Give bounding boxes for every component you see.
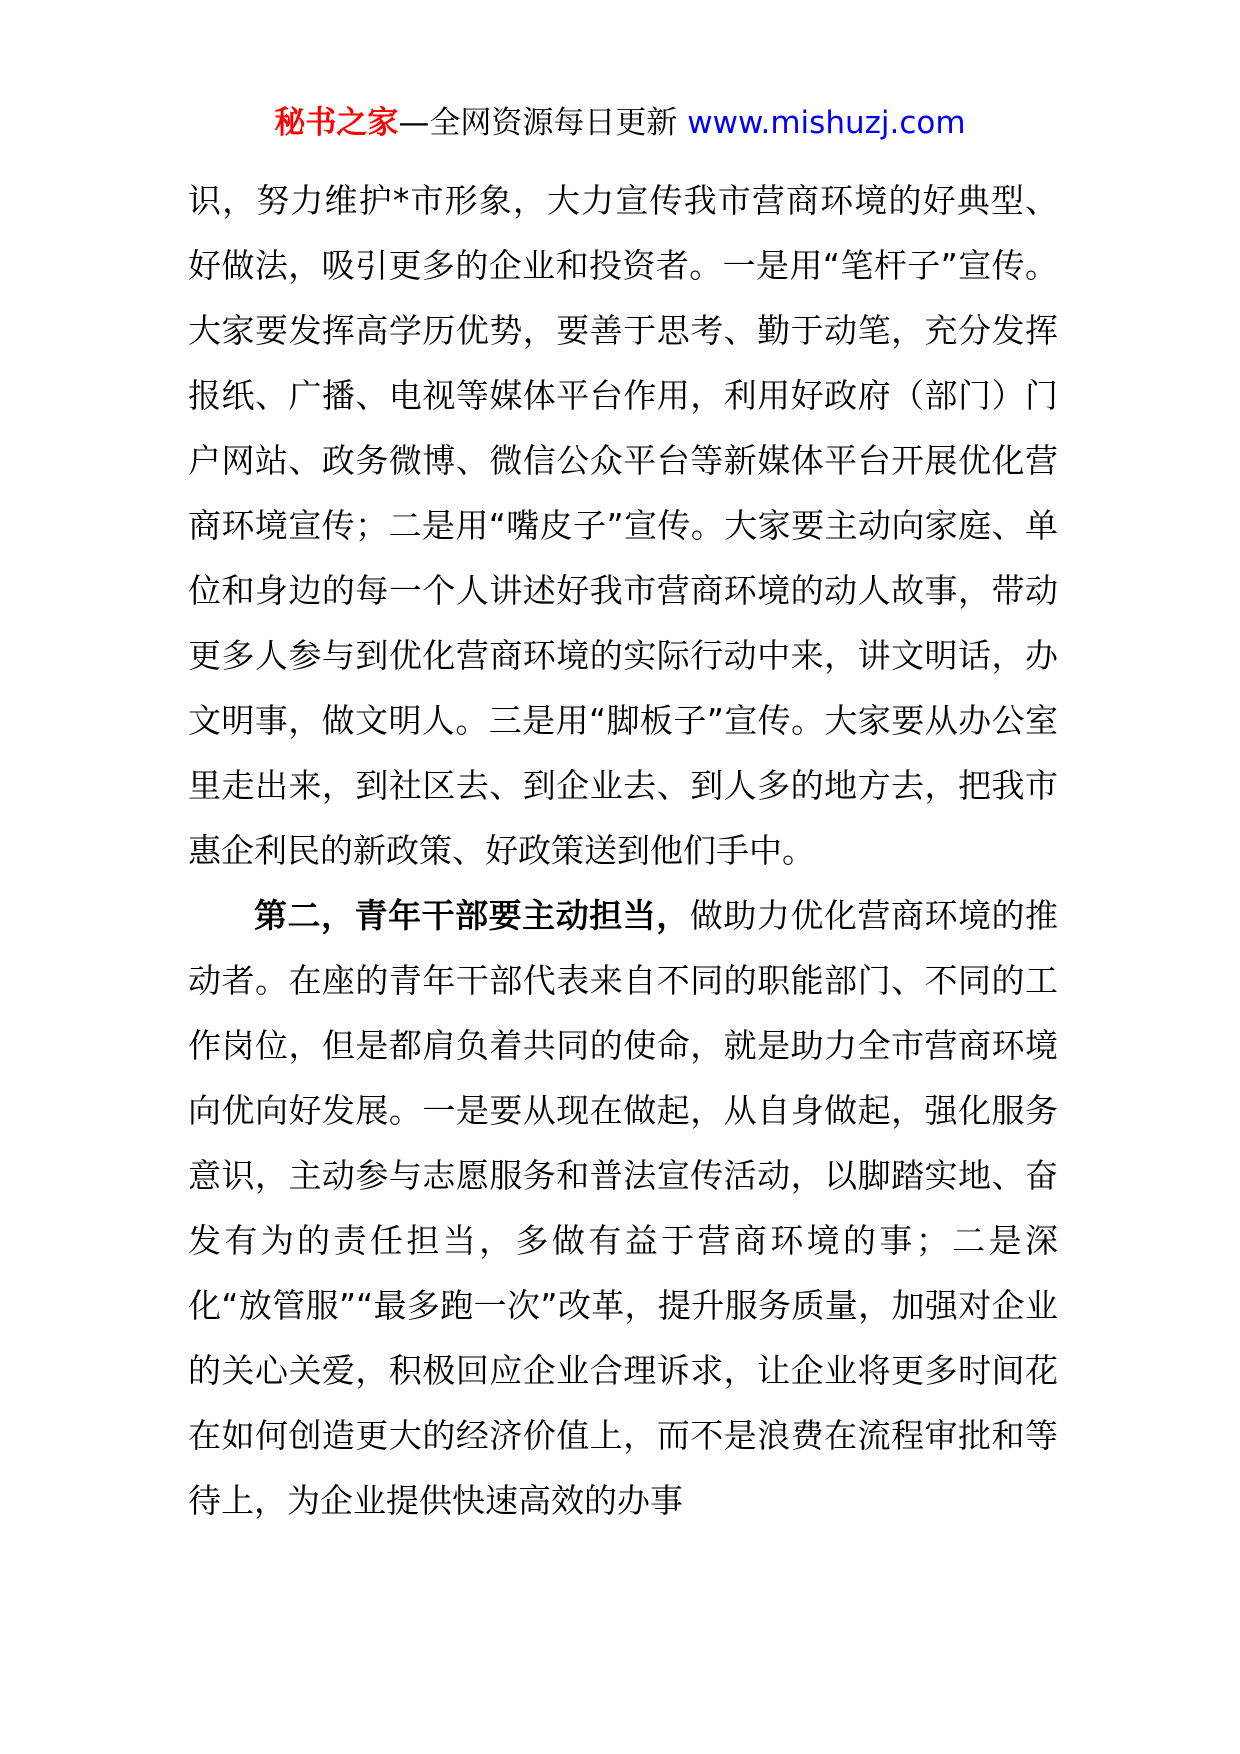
header-tagline: —全网资源每日更新 <box>398 105 678 141</box>
site-url-link[interactable]: www.mishuzj.com <box>687 105 966 141</box>
brand-name: 秘书之家 <box>274 105 399 141</box>
body-text <box>188 168 1058 1533</box>
paragraph: 识，努力维护*市形象，大力宣传我市营商环境的好典型、好做法，吸引更多的企业和投资者。一是用“笔杆子”宣传。大家要发挥高学历优势，要善于思考、勤于动笔，充分发挥报纸、广播、电视等媒体平台作用，利用好政府（部门）门户网站、政务微博、微信公众平台等新媒体平台开展优化营商环境宣传；二是用“嘴皮子”宣传。大家要主动向家庭、单位和身边的每一个人讲述好我市营商环境的动人故事，带动更多人参与到优化营商环境的实际行动中来，讲文明话，办文明事，做文明人。三是用“脚板子”宣传。大家要从办公室里走出来，到社区去、到企业去、到人多的地方去，把我市惠企利民的新政策、好政策送到他们手中。 <box>188 181 1058 870</box>
paragraph-text: 做助力优化营商环境的推动者。在座的青年干部代表来自不同的职能部门、不同的工作岗位，但是都肩负着共同的使命，就是助力全市营商环境向优向好发展。一是要从现在做起，从自身做起，强化服务意识，主动参与志愿服务和普法宣传活动，以脚踏实地、奋发有为的责任担当，多做有益于营商环境的事；二是深化“放管服”“最多跑一次”改革，提升服务质量，加强对企业的关心关爱，积极回应企业合理诉求，让企业将更多时间花在如何创造更大的经济价值上，而不是浪费在流程审批和等待上，为企业提供快速高效的办事 <box>188 896 1059 1520</box>
paragraph <box>188 883 1058 1533</box>
page-header <box>0 100 1240 146</box>
paragraph-lead: 第二，青年干部要主动担当， <box>254 896 690 935</box>
